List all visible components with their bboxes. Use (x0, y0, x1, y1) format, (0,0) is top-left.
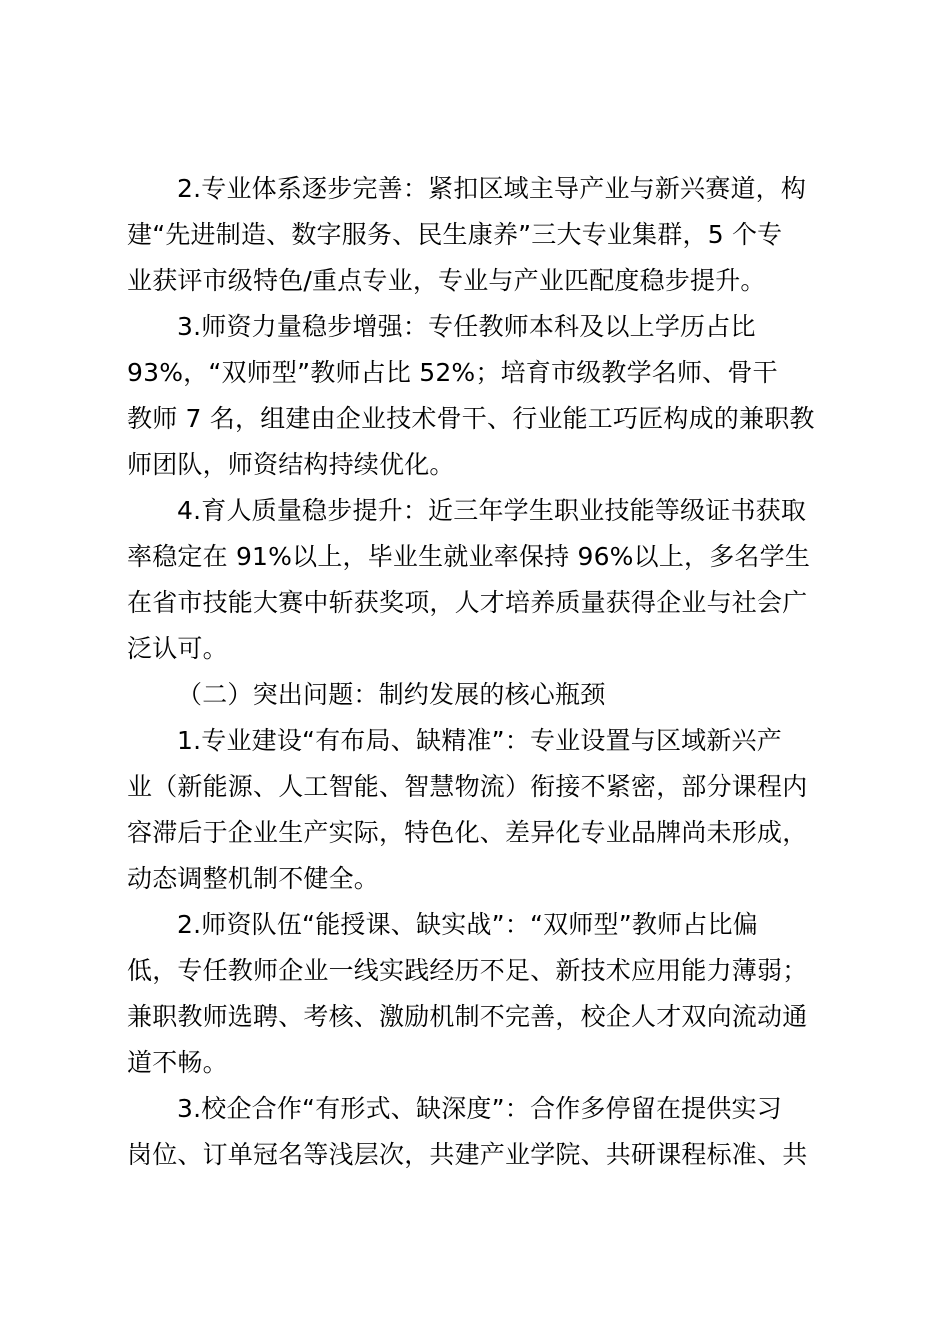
text-line: 3.校企合作“有形式、缺深度”：合作多停留在提供实习 (177, 1094, 782, 1123)
text-line: 教师 7 名，组建由企业技术骨干、行业能工巧匠构成的兼职教 (127, 404, 815, 433)
text-line: 93%，“双师型”教师占比 52%；培育市级教学名师、骨干 (127, 358, 778, 387)
text-line: 在省市技能大赛中斩获奖项，人才培养质量获得企业与社会广 (127, 588, 808, 617)
paragraph-faculty-team (127, 902, 817, 1086)
text-line: 兼职教师选聘、考核、激励机制不完善，校企人才双向流动通 (127, 1002, 808, 1031)
text-line: 4.育人质量稳步提升：近三年学生职业技能等级证书获取 (177, 496, 807, 525)
text-line: 动态调整机制不健全。 (127, 864, 380, 893)
text-line: 泛认可。 (127, 634, 228, 663)
text-line: 业获评市级特色/重点专业，专业与产业匹配度稳步提升。 (127, 266, 766, 295)
text-line: 2.师资队伍“能授课、缺实战”：“双师型”教师占比偏 (177, 910, 758, 939)
text-line: 道不畅。 (127, 1048, 228, 1077)
paragraph-specialty-building (127, 718, 817, 902)
paragraph-specialty-system (127, 166, 817, 304)
paragraph-faculty-strength (127, 304, 817, 488)
text-line: 低，专任教师企业一线实践经历不足、新技术应用能力薄弱； (127, 956, 808, 985)
text-line: 2.专业体系逐步完善：紧扣区域主导产业与新兴赛道，构 (177, 174, 807, 203)
text-line: 师团队，师资结构持续优化。 (127, 450, 455, 479)
text-line: 业（新能源、人工智能、智慧物流）衔接不紧密，部分课程内 (127, 772, 808, 801)
text-line: 容滞后于企业生产实际，特色化、差异化专业品牌尚未形成， (127, 818, 808, 847)
text-line: 1.专业建设“有布局、缺精准”：专业设置与区域新兴产 (177, 726, 782, 755)
text-line: 3.师资力量稳步增强：专任教师本科及以上学历占比 (177, 312, 756, 341)
paragraph-education-quality (127, 488, 817, 672)
document-body (127, 166, 817, 1178)
section-heading-text: （二）突出问题：制约发展的核心瓶颈 (177, 680, 606, 709)
text-line: 岗位、订单冠名等浅层次，共建产业学院、共研课程标准、共 (127, 1140, 808, 1169)
section-heading (127, 672, 817, 718)
text-line: 率稳定在 91%以上，毕业生就业率保持 96%以上，多名学生 (127, 542, 811, 571)
paragraph-school-enterprise (127, 1086, 817, 1178)
text-line: 建“先进制造、数字服务、民生康养”三大专业集群，5 个专 (127, 220, 783, 249)
